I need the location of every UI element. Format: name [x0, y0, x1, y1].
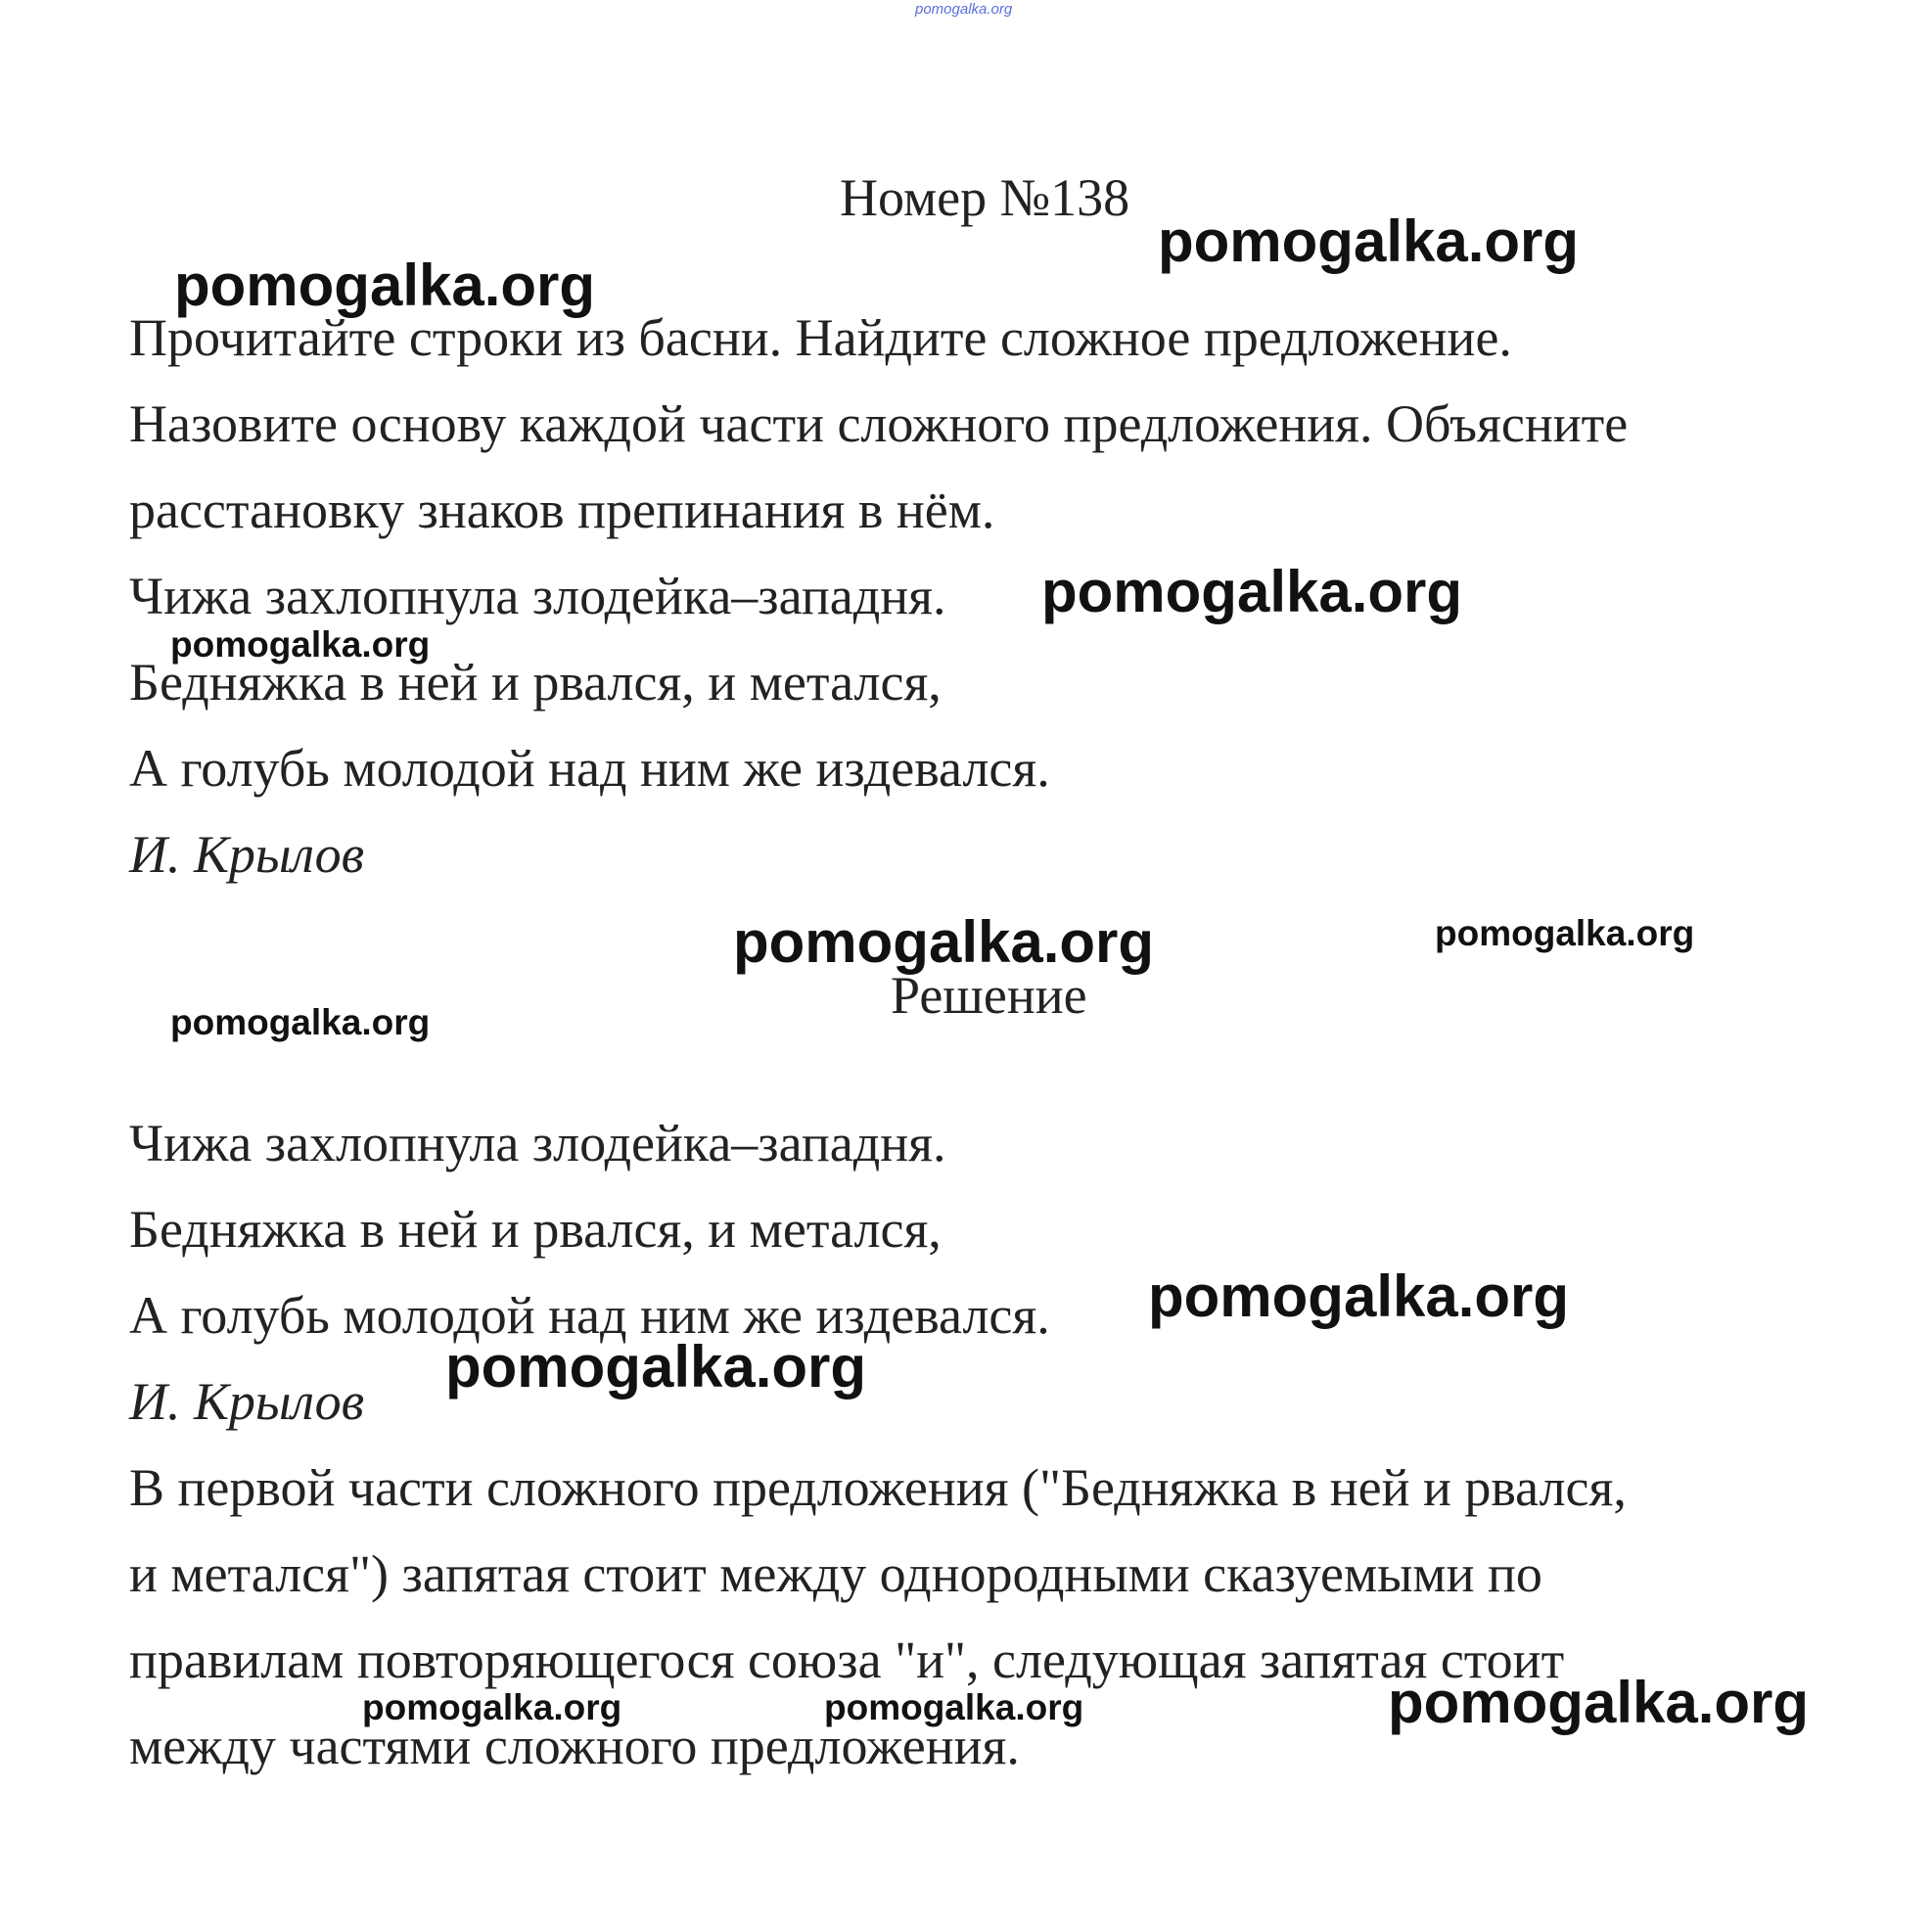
solution-poem-line: Чижа захлопнула злодейка–западня.: [129, 1114, 946, 1172]
watermark: pomogalka.org: [362, 1687, 622, 1727]
solution-poem-line: Бедняжка в ней и рвался, и метался,: [129, 1200, 942, 1259]
task-line: Назовите основу каждой части сложного предложения. Объясните: [129, 394, 1629, 453]
watermark: pomogalka.org: [1041, 559, 1463, 624]
explanation-line: между частями сложного предложения.: [129, 1717, 1020, 1775]
solution-heading: Решение: [891, 966, 1087, 1025]
watermark: pomogalka.org: [445, 1334, 867, 1400]
watermark: pomogalka.org: [733, 909, 1155, 975]
watermark: pomogalka.org: [174, 253, 596, 318]
page-title: Номер №138: [840, 168, 1130, 227]
explanation-line: правилам повторяющегося союза "и", следующая запятая стоит: [129, 1630, 1565, 1689]
explanation-line: и метался") запятая стоит между однородными сказуемыми по: [129, 1544, 1542, 1603]
task-line: Прочитайте строки из басни. Найдите сложное предложение.: [129, 308, 1512, 367]
watermark: pomogalka.org: [170, 1002, 431, 1042]
poem-author: И. Крылов: [129, 825, 365, 884]
poem-line: Бедняжка в ней и рвался, и метался,: [129, 653, 942, 712]
watermark: pomogalka.org: [1148, 1263, 1570, 1329]
watermark: pomogalka.org: [1158, 208, 1580, 274]
solution-author: И. Крылов: [129, 1372, 365, 1431]
watermark: pomogalka.org: [1388, 1670, 1810, 1735]
explanation-line: В первой части сложного предложения ("Бедняжка в ней и рвался,: [129, 1458, 1627, 1517]
watermark: pomogalka.org: [170, 624, 431, 665]
watermark: pomogalka.org: [824, 1687, 1084, 1727]
solution-poem-line: А голубь молодой над ним же издевался.: [129, 1286, 1050, 1345]
poem-line: А голубь молодой над ним же издевался.: [129, 739, 1050, 798]
task-line: расстановку знаков препинания в нём.: [129, 481, 995, 539]
poem-line: Чижа захлопнула злодейка–западня.: [129, 567, 946, 625]
watermark-top: pomogalka.org: [915, 1, 1013, 18]
watermark: pomogalka.org: [1435, 913, 1695, 953]
